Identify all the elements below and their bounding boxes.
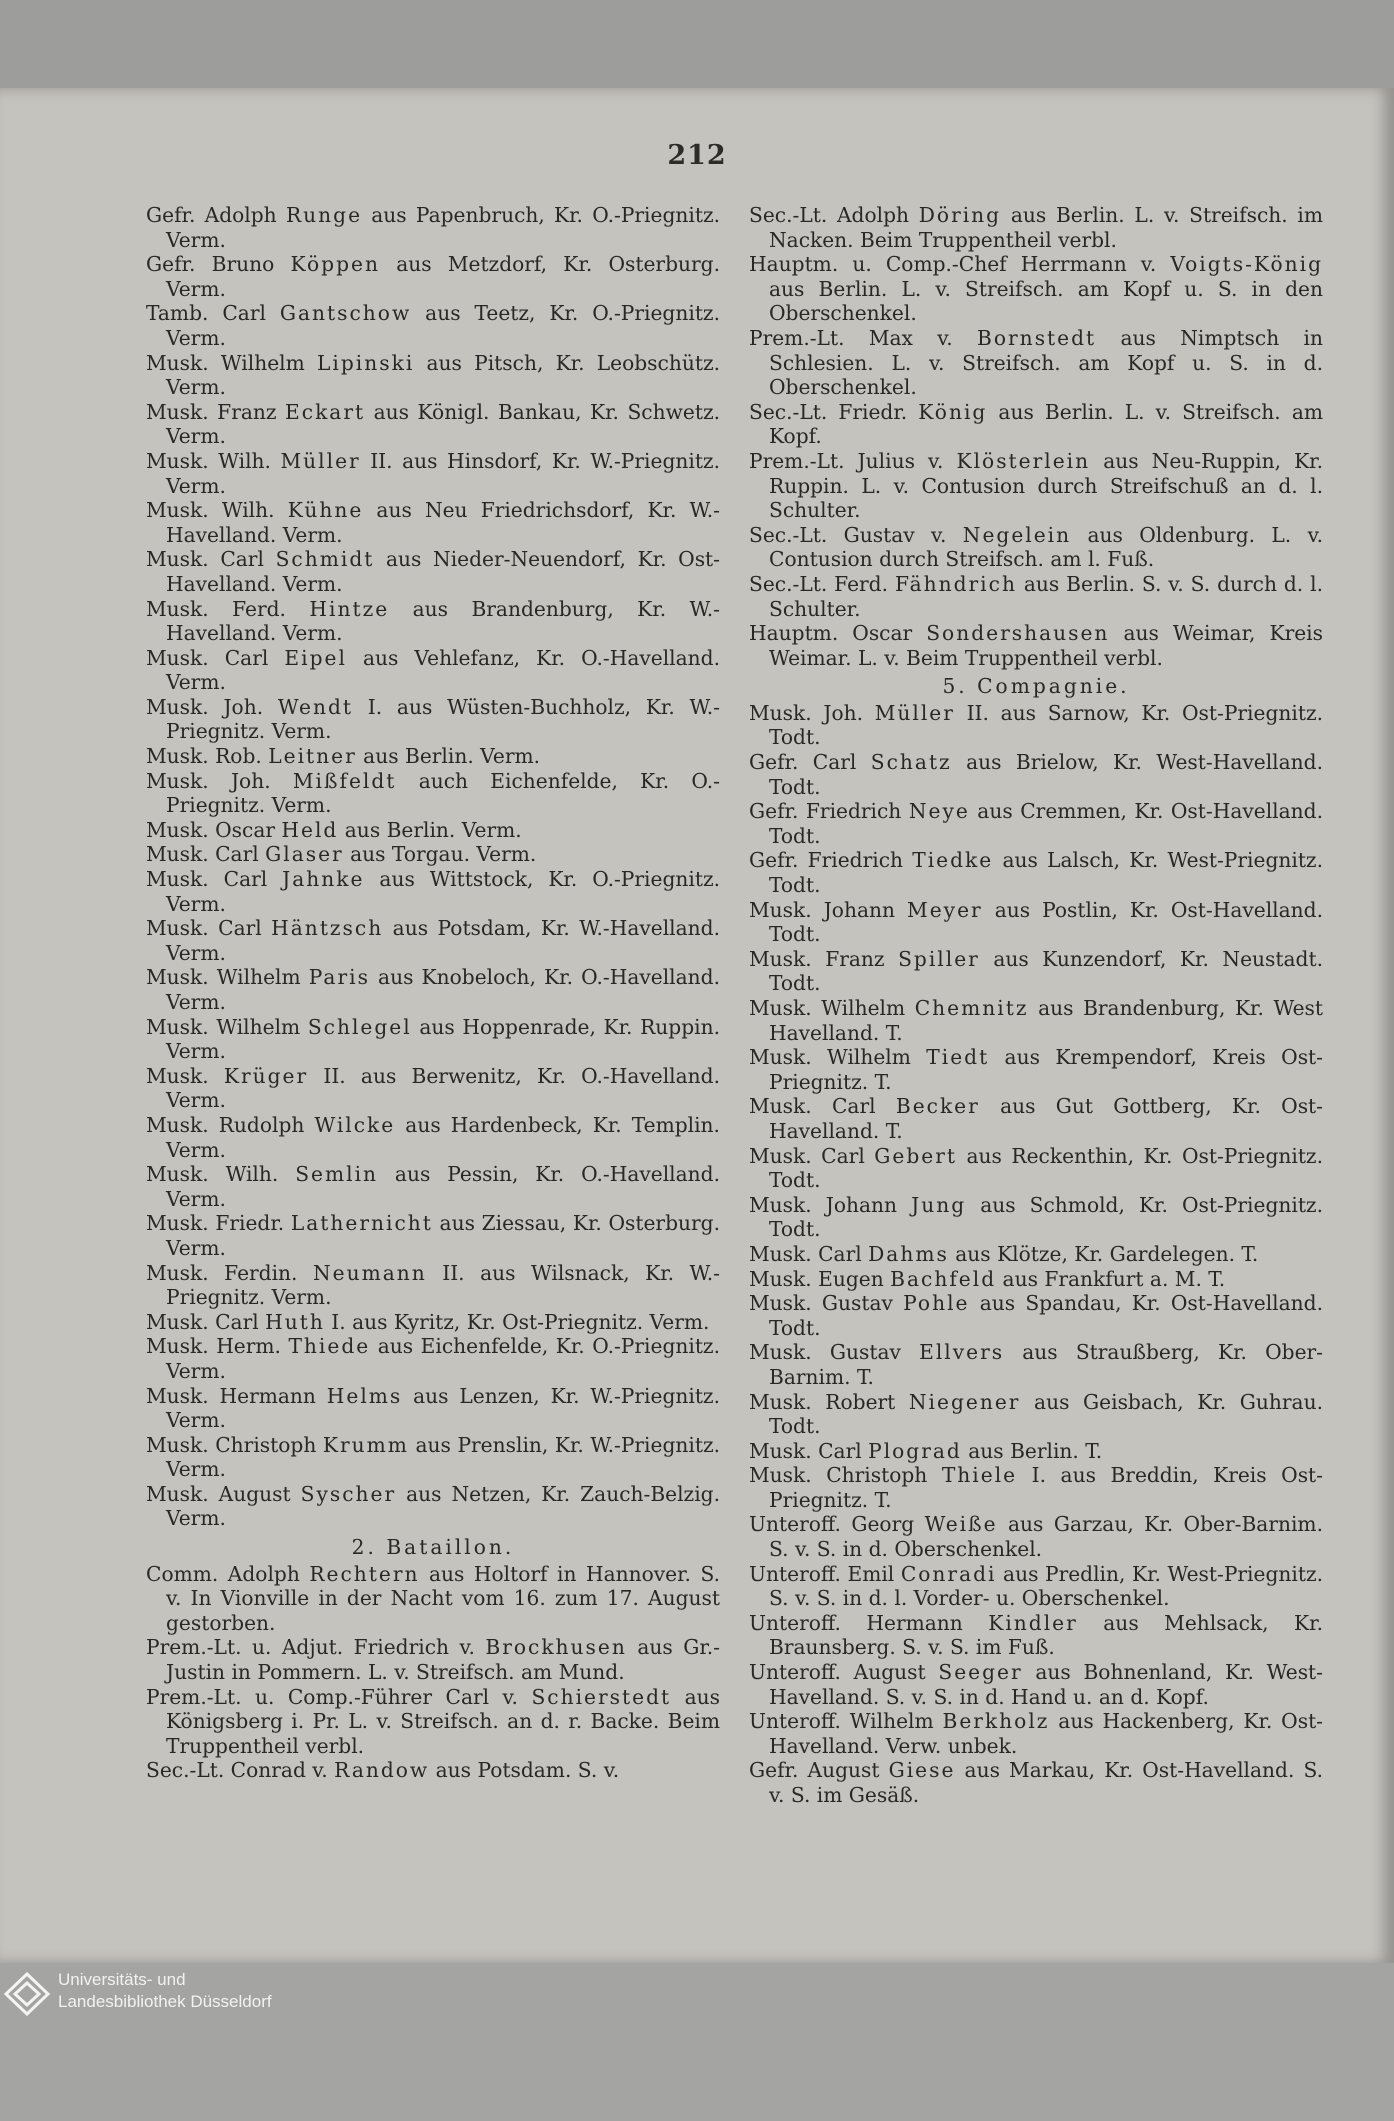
entry-prefix: Unteroff. Wilhelm — [749, 1709, 943, 1734]
entry-prefix: Musk. Wilhelm — [146, 1014, 308, 1039]
entry-prefix: Musk. Christoph — [146, 1432, 323, 1457]
entry-details: aus Postlin, Kr. Ost-Havelland. Todt. — [769, 897, 1323, 947]
entry-surname: Schmidt — [275, 547, 375, 572]
entry-surname: Müller — [874, 700, 955, 725]
casualty-entry — [749, 621, 1323, 670]
entry-surname: Fähndrich — [894, 571, 1017, 596]
entry-surname: Syscher — [300, 1481, 397, 1506]
entry-prefix: Musk. Johann — [749, 1192, 912, 1217]
entry-details: aus Berlin. T. — [961, 1438, 1103, 1463]
left-column — [146, 203, 720, 1783]
entry-details: aus Berlin. Verm. — [356, 744, 541, 769]
entry-details: aus Wittstock, Kr. O.-Priegnitz. Verm. — [166, 867, 720, 916]
entry-details: aus Ziessau, Kr. Osterburg. Verm. — [166, 1211, 720, 1260]
entry-surname: Runge — [285, 203, 363, 227]
entry-surname: Becker — [895, 1094, 980, 1119]
casualty-entry — [146, 498, 720, 547]
entry-surname: Jahnke — [282, 867, 365, 892]
entry-surname: Weiße — [924, 1512, 998, 1537]
casualty-entry — [749, 1439, 1323, 1464]
document-page — [0, 88, 1394, 1963]
casualty-entry — [749, 1709, 1323, 1758]
entry-prefix: Musk. Ferdin. — [146, 1260, 313, 1285]
entry-prefix: Musk. Carl — [749, 1241, 869, 1266]
entry-surname: Gantschow — [279, 301, 412, 326]
entry-surname: Schatz — [870, 750, 952, 775]
library-name — [58, 1969, 272, 2013]
entry-details: aus Garzau, Kr. Ober-Barnim. S. v. S. in d. Oberschenkel. — [769, 1512, 1323, 1562]
casualty-entry — [146, 695, 720, 744]
entry-prefix: Prem.-Lt. Julius v. — [749, 448, 957, 473]
entry-prefix: Musk. Wilh. — [146, 448, 281, 473]
entry-prefix: Musk. Rob. — [146, 744, 269, 769]
casualty-entry — [146, 818, 720, 843]
entry-details: aus Königl. Bankau, Kr. Schwetz. Verm. — [166, 399, 720, 449]
entry-surname: Klösterlein — [956, 448, 1091, 473]
entry-prefix: Musk. Carl — [146, 916, 272, 941]
entry-surname: Leitner — [268, 744, 357, 769]
entry-details: aus Pitsch, Kr. Leobschütz. Verm. — [166, 350, 720, 400]
entry-details: I. aus Kyritz, Kr. Ost-Priegnitz. Verm. — [324, 1309, 710, 1334]
entry-details: aus Berlin. L. v. Streifsch. am Kopf. — [769, 399, 1323, 449]
casualty-entry — [146, 1310, 720, 1335]
entry-prefix: Sec.-Lt. Adolph — [749, 203, 919, 227]
right-column — [749, 203, 1323, 1808]
casualty-entry — [749, 848, 1323, 897]
entry-prefix: Sec.-Lt. Conrad v. — [146, 1758, 335, 1783]
entry-details: aus Potsdam, Kr. W.-Havelland. Verm. — [166, 916, 720, 965]
entry-surname: Voigts-König — [1170, 252, 1323, 277]
entry-surname: Lipinski — [316, 350, 415, 375]
casualty-entry — [146, 1334, 720, 1383]
entry-surname: Pohle — [903, 1291, 970, 1316]
entry-surname: Krüger — [223, 1063, 309, 1088]
entry-prefix: Musk. Wilhelm — [749, 1045, 927, 1070]
section-heading-bataillon: 2. Bataillon. — [351, 1535, 515, 1560]
entry-surname: Häntzsch — [271, 916, 384, 941]
entry-details: aus Berlin. L. v. Streifsch. im Nacken. Beim Truppentheil verbl. — [769, 203, 1323, 252]
entry-surname: Paris — [308, 965, 370, 990]
entry-surname: Ellvers — [919, 1340, 1005, 1365]
entry-surname: Schlegel — [307, 1014, 412, 1039]
entry-prefix: Musk. Wilhelm — [146, 350, 317, 375]
entry-prefix: Musk. Eugen — [749, 1266, 891, 1291]
entry-surname: Neye — [908, 799, 970, 824]
library-name-line1: Universitäts- und — [58, 1970, 186, 1989]
casualty-entry — [749, 1267, 1323, 1292]
entry-details: aus Frankfurt a. M. T. — [996, 1266, 1226, 1291]
casualty-entry — [749, 1611, 1323, 1660]
entry-details: aus Schmold, Kr. Ost-Priegnitz. Todt. — [769, 1192, 1323, 1242]
entry-surname: Chemnitz — [914, 996, 1029, 1020]
entry-prefix: Unteroff. Georg — [749, 1512, 925, 1537]
casualty-entry — [749, 203, 1323, 252]
entry-prefix: Gefr. Bruno — [146, 252, 291, 277]
entry-surname: Thiede — [288, 1334, 371, 1359]
entry-prefix: Musk. Joh. — [749, 700, 875, 725]
entry-prefix: Prem.-Lt. Max v. — [749, 325, 978, 350]
entry-details: aus Prenslin, Kr. W.-Priegnitz. Verm. — [166, 1432, 720, 1482]
entry-details: aus Pessin, Kr. O.-Havelland. Verm. — [166, 1162, 720, 1211]
casualty-entry — [749, 1758, 1323, 1807]
entry-prefix: Musk. Christoph — [749, 1463, 942, 1488]
casualty-entry — [146, 449, 720, 498]
entry-surname: Brockhusen — [485, 1635, 627, 1660]
casualty-entry — [749, 1660, 1323, 1709]
casualty-entry — [146, 867, 720, 916]
entry-prefix: Musk. Franz — [146, 399, 286, 424]
casualty-entry — [146, 916, 720, 965]
entry-prefix: Sec.-Lt. Gustav v. — [749, 522, 963, 547]
entry-surname: Wendt — [277, 694, 353, 719]
entry-surname: Helms — [326, 1383, 403, 1408]
right-entry-list-2 — [749, 701, 1323, 1808]
casualty-entry — [749, 1291, 1323, 1340]
casualty-entry — [146, 1635, 720, 1684]
casualty-entry — [146, 252, 720, 301]
entry-prefix: Musk. Franz — [749, 946, 899, 971]
entry-surname: Glaser — [265, 842, 344, 867]
entry-prefix: Musk. Carl — [146, 645, 285, 670]
casualty-entry — [146, 1482, 720, 1531]
entry-prefix: Musk. Oscar — [146, 817, 282, 842]
casualty-entry — [749, 1144, 1323, 1193]
entry-details: aus Teetz, Kr. O.-Priegnitz. Verm. — [166, 301, 720, 350]
casualty-entry — [146, 1562, 720, 1636]
entry-prefix: Musk. August — [146, 1481, 301, 1506]
entry-prefix: Musk. Carl — [146, 1309, 266, 1334]
entry-details: aus Nieder-Neuendorf, Kr. Ost-Havelland. Verm. — [166, 547, 720, 596]
entry-prefix: Gefr. Friedrich — [749, 799, 909, 824]
entry-prefix: Hauptm. u. Comp.-Chef Herrmann v. — [749, 252, 1171, 277]
entry-surname: Jung — [911, 1192, 967, 1217]
entry-details: aus Neu Friedrichsdorf, Kr. W.-Havelland. Verm. — [166, 498, 720, 547]
entry-details: aus Gr.-Justin in Pommern. L. v. Streifsch. am Mund. — [166, 1635, 720, 1685]
entry-details: aus Lalsch, Kr. West-Priegnitz. Todt. — [769, 848, 1323, 898]
entry-details: auch Eichenfelde, Kr. O.-Priegnitz. Verm. — [166, 768, 720, 818]
entry-prefix: Musk. Gustav — [749, 1291, 904, 1316]
entry-prefix: Musk. Wilh. — [146, 498, 288, 523]
entry-details: aus Netzen, Kr. Zauch-Belzig. Verm. — [166, 1481, 720, 1531]
entry-details: aus Potsdam. S. v. — [429, 1758, 620, 1783]
entry-details: aus Krempendorf, Kreis Ost-Priegnitz. T. — [769, 1045, 1323, 1094]
entry-details: II. aus Berwenitz, Kr. O.-Havelland. Verm. — [166, 1063, 720, 1113]
casualty-entry — [146, 547, 720, 596]
page-number: 212 — [667, 140, 727, 171]
entry-surname: Berkholz — [942, 1709, 1050, 1734]
entry-details: aus Holtorf in Hannover. S. v. In Vionville in der Nacht vom 16. zum 17. August gestorben. — [166, 1561, 720, 1635]
casualty-entry — [749, 1463, 1323, 1512]
entry-surname: Eckart — [285, 399, 366, 424]
entry-surname: Lathernicht — [290, 1211, 433, 1236]
entry-prefix: Sec.-Lt. Ferd. — [749, 571, 895, 596]
casualty-entry — [146, 965, 720, 1014]
entry-prefix: Musk. — [146, 1063, 224, 1088]
entry-details: aus Brandenburg, Kr. West Havelland. T. — [769, 996, 1324, 1045]
entry-details: II. aus Wilsnack, Kr. W.-Priegnitz. Verm. — [166, 1260, 720, 1310]
casualty-entry — [749, 523, 1323, 572]
casualty-entry — [749, 1242, 1323, 1267]
entry-prefix: Musk. Carl — [749, 1094, 896, 1119]
entry-prefix: Musk. Ferd. — [146, 596, 310, 621]
entry-surname: Eipel — [284, 645, 347, 670]
entry-details: aus Lenzen, Kr. W.-Priegnitz. Verm. — [166, 1383, 720, 1433]
entry-surname: Krumm — [322, 1432, 409, 1457]
entry-details: aus Papenbruch, Kr. O.-Priegnitz. Verm. — [166, 203, 721, 252]
entry-prefix: Unteroff. Hermann — [749, 1610, 989, 1635]
entry-prefix: Unteroff. Emil — [749, 1561, 901, 1586]
entry-details: I. aus Breddin, Kreis Ost-Priegnitz. T. — [769, 1463, 1323, 1512]
entry-prefix: Musk. Carl — [146, 867, 283, 892]
ulb-logo-icon — [3, 1971, 51, 2017]
left-entry-list — [146, 203, 720, 1531]
entry-surname: Giese — [888, 1758, 956, 1783]
casualty-entry — [749, 750, 1323, 799]
entry-details: aus Nimptsch in Schlesien. L. v. Streifsch. am Kopf u. S. in d. Oberschenkel. — [769, 325, 1324, 400]
casualty-entry — [146, 1064, 720, 1113]
entry-surname: Conradi — [900, 1561, 997, 1586]
entry-prefix: Gefr. Carl — [749, 750, 871, 775]
entry-prefix: Musk. Hermann — [146, 1383, 327, 1408]
entry-prefix: Musk. Robert — [749, 1389, 909, 1414]
entry-details: II. aus Hinsdorf, Kr. W.-Priegnitz. Verm. — [166, 448, 720, 498]
entry-surname: Köppen — [290, 252, 380, 277]
casualty-entry — [146, 400, 720, 449]
casualty-entry — [146, 1162, 720, 1211]
casualty-entry — [749, 1045, 1323, 1094]
entry-surname: Bornstedt — [977, 325, 1097, 350]
entry-details: aus Spandau, Kr. Ost-Havelland. Todt. — [769, 1291, 1323, 1340]
entry-surname: Sondershausen — [926, 621, 1110, 646]
left-entry-list-2 — [146, 1562, 720, 1783]
entry-surname: Schierstedt — [531, 1684, 672, 1709]
entry-surname: Randow — [334, 1758, 430, 1783]
entry-prefix: Gefr. August — [749, 1758, 889, 1783]
entry-prefix: Musk. Friedr. — [146, 1211, 291, 1236]
entry-surname: Mißfeldt — [292, 768, 397, 793]
entry-details: aus Neu-Ruppin, Kr. Ruppin. L. v. Contusion durch Streifschuß an d. l. Schulter. — [769, 448, 1324, 523]
entry-details: aus Berlin. L. v. Streifsch. am Kopf u. S. in den Oberschenkel. — [769, 276, 1323, 326]
casualty-entry — [749, 1193, 1323, 1242]
entry-prefix: Musk. Carl — [146, 842, 266, 867]
entry-details: aus Hackenberg, Kr. Ost-Havelland. Verw. unbek. — [769, 1709, 1324, 1758]
entry-details: aus Straußberg, Kr. Ober-Barnim. T. — [769, 1340, 1323, 1389]
entry-prefix: Musk. Gustav — [749, 1340, 920, 1365]
casualty-entry — [749, 701, 1323, 750]
entry-details: aus Gut Gottberg, Kr. Ost-Havelland. T. — [769, 1094, 1323, 1143]
entry-prefix: Musk. Rudolph — [146, 1112, 315, 1137]
casualty-entry — [146, 1758, 720, 1783]
entry-prefix: Prem.-Lt. u. Adjut. Friedrich v. — [146, 1635, 486, 1660]
section-heading-compagnie: 5. Compagnie. — [942, 674, 1130, 699]
entry-prefix: Musk. Wilh. — [146, 1162, 296, 1187]
casualty-entry — [749, 1512, 1323, 1561]
entry-details: aus Kunzendorf, Kr. Neustadt. Todt. — [769, 946, 1323, 996]
casualty-entry — [749, 1340, 1323, 1389]
entry-surname: Thiele — [941, 1463, 1018, 1488]
entry-details: aus Markau, Kr. Ost-Havelland. S. v. S. im Gesäß. — [769, 1758, 1323, 1807]
casualty-entry — [749, 252, 1323, 326]
entry-details: aus Berlin. Verm. — [338, 817, 522, 842]
entry-details: aus Bohnenland, Kr. West-Havelland. S. v. S. in d. Hand u. an d. Kopf. — [769, 1660, 1323, 1709]
entry-details: aus Knobeloch, Kr. O.-Havelland. Verm. — [166, 965, 721, 1014]
entry-details: aus Brielow, Kr. West-Havelland. Todt. — [769, 750, 1323, 799]
entry-details: aus Königsberg i. Pr. L. v. Streifsch. an d. r. Backe. Beim Truppentheil verbl. — [166, 1684, 720, 1758]
entry-details: aus Eichenfelde, Kr. O.-Priegnitz. Verm. — [166, 1334, 720, 1383]
entry-surname: Niegener — [908, 1389, 1021, 1414]
entry-surname: Rechtern — [309, 1561, 420, 1586]
casualty-entry — [146, 1015, 720, 1064]
entry-details: aus Hardenbeck, Kr. Templin. Verm. — [166, 1112, 720, 1162]
entry-surname: Kindler — [988, 1610, 1078, 1635]
casualty-entry — [749, 1390, 1323, 1439]
library-footer — [0, 1963, 1394, 2121]
entry-details: aus Cremmen, Kr. Ost-Havelland. Todt. — [769, 799, 1323, 848]
entry-surname: Seeger — [938, 1660, 1023, 1685]
casualty-entry — [146, 301, 720, 350]
entry-surname: Plograd — [868, 1438, 962, 1463]
right-entry-list — [749, 203, 1323, 670]
casualty-entry — [146, 646, 720, 695]
entry-prefix: Musk. Herm. — [146, 1334, 289, 1359]
entry-surname: Huth — [265, 1309, 325, 1334]
entry-surname: Held — [281, 817, 339, 842]
casualty-entry — [749, 1562, 1323, 1611]
casualty-entry — [146, 1384, 720, 1433]
entry-details: aus Vehlefanz, Kr. O.-Havelland. Verm. — [166, 645, 720, 695]
entry-surname: Kühne — [287, 498, 364, 523]
entry-details: aus Brandenburg, Kr. W.-Havelland. Verm. — [166, 596, 721, 646]
casualty-entry — [749, 449, 1323, 523]
entry-prefix: Musk. Wilhelm — [146, 965, 309, 990]
entry-details: aus Metzdorf, Kr. Osterburg. Verm. — [166, 252, 720, 301]
entry-surname: Dahms — [868, 1241, 949, 1266]
entry-prefix: Musk. Carl — [749, 1438, 869, 1463]
casualty-entry — [749, 996, 1323, 1045]
entry-details: aus Hoppenrade, Kr. Ruppin. Verm. — [166, 1014, 720, 1064]
entry-details: II. aus Sarnow, Kr. Ost-Priegnitz. Todt. — [769, 700, 1323, 750]
entry-details: aus Weimar, Kreis Weimar. L. v. Beim Truppentheil verbl. — [769, 621, 1323, 670]
casualty-entry — [146, 1261, 720, 1310]
casualty-entry — [146, 1685, 720, 1759]
casualty-entry — [146, 842, 720, 867]
entry-prefix: Unteroff. August — [749, 1660, 939, 1685]
casualty-entry — [749, 799, 1323, 848]
entry-details: aus Predlin, Kr. West-Priegnitz. S. v. S. in d. l. Vorder- u. Oberschenkel. — [769, 1561, 1323, 1611]
casualty-entry — [146, 1211, 720, 1260]
casualty-entry — [146, 769, 720, 818]
entry-surname: Meyer — [907, 897, 983, 922]
entry-details: aus Klötze, Kr. Gardelegen. T. — [948, 1241, 1259, 1266]
entry-surname: Neumann — [312, 1260, 427, 1285]
entry-prefix: Comm. Adolph — [146, 1561, 310, 1586]
entry-prefix: Sec.-Lt. Friedr. — [749, 399, 919, 424]
entry-prefix: Prem.-Lt. u. Comp.-Führer Carl v. — [146, 1684, 532, 1709]
casualty-entry — [146, 597, 720, 646]
entry-surname: König — [918, 399, 988, 424]
entry-details: aus Reckenthin, Kr. Ost-Priegnitz. Todt. — [769, 1143, 1323, 1193]
entry-surname: Bachfeld — [890, 1266, 997, 1291]
entry-surname: Semlin — [295, 1162, 379, 1187]
entry-prefix: Musk. Carl — [146, 547, 276, 572]
entry-prefix: Musk. Wilhelm — [749, 996, 915, 1020]
casualty-entry — [146, 744, 720, 769]
entry-details: aus Oldenburg. L. v. Contusion durch Streifsch. am l. Fuß. — [769, 522, 1323, 572]
entry-surname: Döring — [918, 203, 1002, 227]
casualty-entry — [146, 1433, 720, 1482]
casualty-entry — [146, 203, 720, 252]
entry-surname: Spiller — [898, 946, 980, 971]
casualty-entry — [146, 1113, 720, 1162]
entry-details: I. aus Wüsten-Buchholz, Kr. W.-Priegnitz. Verm. — [166, 694, 720, 744]
entry-prefix: Musk. Johann — [749, 897, 908, 922]
entry-prefix: Tamb. Carl — [146, 301, 280, 326]
entry-surname: Tiedke — [912, 848, 994, 873]
casualty-entry — [749, 572, 1323, 621]
casualty-entry — [749, 400, 1323, 449]
entry-surname: Gebert — [874, 1143, 957, 1168]
casualty-entry — [146, 351, 720, 400]
casualty-entry — [749, 1094, 1323, 1143]
casualty-entry — [749, 898, 1323, 947]
entry-details: aus Torgau. Verm. — [343, 842, 537, 867]
entry-prefix: Gefr. Adolph — [146, 203, 286, 227]
entry-surname: Wilcke — [314, 1112, 396, 1137]
entry-details: aus Geisbach, Kr. Guhrau. Todt. — [769, 1389, 1323, 1439]
entry-surname: Tiedt — [926, 1045, 990, 1070]
library-name-line2: Landesbibliothek Düsseldorf — [58, 1992, 272, 2011]
entry-prefix: Musk. Carl — [749, 1143, 875, 1168]
entry-prefix: Musk. Joh. — [146, 768, 293, 793]
entry-details: aus Mehlsack, Kr. Braunsberg. S. v. S. im Fuß. — [769, 1610, 1323, 1660]
entry-surname: Müller — [280, 448, 361, 473]
entry-details: aus Berlin. S. v. S. durch d. l. Schulter. — [769, 571, 1323, 621]
entry-surname: Negelein — [962, 522, 1072, 547]
entry-prefix: Musk. Joh. — [146, 694, 278, 719]
entry-surname: Hintze — [309, 596, 390, 621]
entry-prefix: Gefr. Friedrich — [749, 848, 913, 873]
entry-prefix: Hauptm. Oscar — [749, 621, 927, 646]
casualty-entry — [749, 326, 1323, 400]
casualty-entry — [749, 947, 1323, 996]
